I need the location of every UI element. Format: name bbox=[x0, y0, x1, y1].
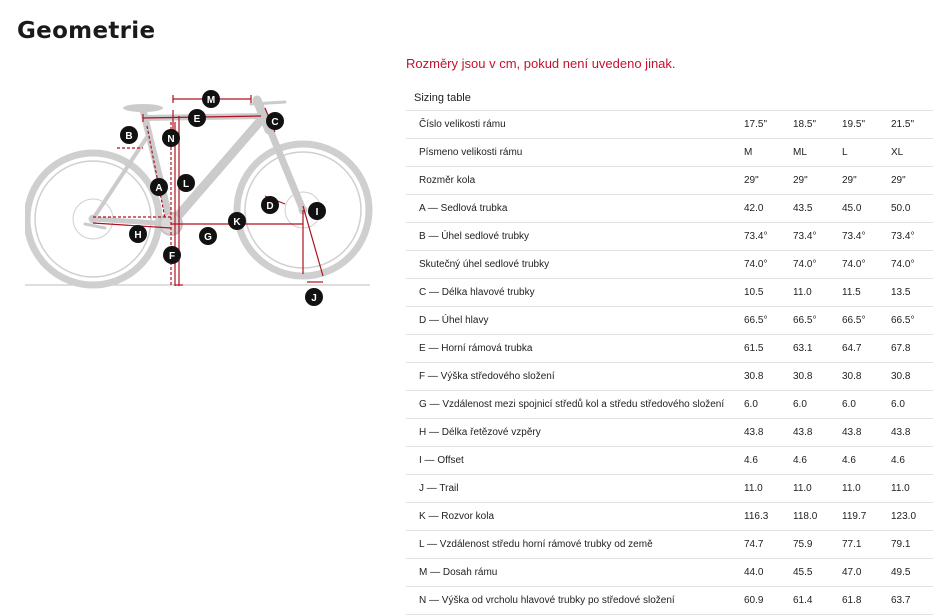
diagram-label-m bbox=[202, 90, 220, 108]
size-value-cell: 66.5° bbox=[744, 307, 793, 335]
size-value-cell: 29" bbox=[744, 167, 793, 195]
size-value-cell: 13.5 bbox=[891, 279, 933, 307]
diagram-label-k bbox=[228, 212, 246, 230]
label-text-n: N bbox=[167, 134, 175, 145]
size-value-cell: 74.0° bbox=[891, 251, 933, 279]
table-row bbox=[406, 195, 933, 223]
label-text-b: B bbox=[125, 131, 133, 142]
sizing-table-caption: Sizing table bbox=[406, 86, 933, 111]
row-label: A — Sedlová trubka bbox=[406, 195, 744, 223]
size-value-cell: 29" bbox=[891, 167, 933, 195]
table-row bbox=[406, 223, 933, 251]
label-text-k: K bbox=[233, 217, 241, 228]
sizing-table bbox=[406, 86, 933, 615]
size-value-cell: 4.6 bbox=[744, 447, 793, 475]
size-value-cell: 73.4° bbox=[842, 223, 891, 251]
size-value-cell: 43.5 bbox=[793, 195, 842, 223]
label-text-m: M bbox=[206, 95, 216, 106]
size-value-cell: 73.4° bbox=[744, 223, 793, 251]
dimension-lines bbox=[93, 95, 323, 286]
size-value-cell: 11.0 bbox=[793, 279, 842, 307]
size-value-cell: 6.0 bbox=[744, 391, 793, 419]
size-value-cell: 43.8 bbox=[842, 419, 891, 447]
row-label: N — Výška od vrcholu hlavové trubky po středové složení bbox=[406, 587, 744, 615]
table-row bbox=[406, 335, 933, 363]
size-value-cell: 66.5° bbox=[793, 307, 842, 335]
size-value-cell: M bbox=[744, 139, 793, 167]
size-value-cell: L bbox=[842, 139, 891, 167]
size-value-cell: 61.8 bbox=[842, 587, 891, 615]
size-value-cell: 6.0 bbox=[891, 391, 933, 419]
table-row bbox=[406, 111, 933, 139]
diagram-label-f bbox=[163, 246, 181, 264]
label-text-h: H bbox=[134, 230, 142, 241]
size-value-cell: 61.4 bbox=[793, 587, 842, 615]
size-value-cell: 10.5 bbox=[744, 279, 793, 307]
diagram-label-d bbox=[261, 196, 279, 214]
label-text-i: I bbox=[315, 207, 319, 218]
size-value-cell: 77.1 bbox=[842, 531, 891, 559]
label-text-d: D bbox=[266, 201, 274, 212]
row-label: Číslo velikosti rámu bbox=[406, 111, 744, 139]
size-value-cell: 66.5° bbox=[842, 307, 891, 335]
size-value-cell: 119.7 bbox=[842, 503, 891, 531]
size-value-cell: 30.8 bbox=[891, 363, 933, 391]
size-value-cell: 11.0 bbox=[793, 475, 842, 503]
label-text-c: C bbox=[271, 117, 279, 128]
label-text-e: E bbox=[193, 114, 201, 125]
size-value-cell: 67.8 bbox=[891, 335, 933, 363]
row-label: C — Délka hlavové trubky bbox=[406, 279, 744, 307]
row-label: Skutečný úhel sedlové trubky bbox=[406, 251, 744, 279]
size-value-cell: 29" bbox=[842, 167, 891, 195]
diagram-label-j bbox=[305, 288, 323, 306]
size-value-cell: 75.9 bbox=[793, 531, 842, 559]
table-row bbox=[406, 167, 933, 195]
size-value-cell: 43.8 bbox=[891, 419, 933, 447]
size-value-cell: 30.8 bbox=[744, 363, 793, 391]
row-label: H — Délka řetězové vzpěry bbox=[406, 419, 744, 447]
page-title: Geometrie bbox=[17, 18, 156, 44]
row-label: L — Vzdálenost středu horní rámové trubky od země bbox=[406, 531, 744, 559]
size-value-cell: 123.0 bbox=[891, 503, 933, 531]
size-value-cell: 30.8 bbox=[793, 363, 842, 391]
label-text-j: J bbox=[311, 293, 317, 304]
size-value-cell: 11.0 bbox=[891, 475, 933, 503]
size-value-cell: 11.0 bbox=[744, 475, 793, 503]
row-label: J — Trail bbox=[406, 475, 744, 503]
size-value-cell: 19.5" bbox=[842, 111, 891, 139]
size-value-cell: 49.5 bbox=[891, 559, 933, 587]
units-note: Rozměry jsou v cm, pokud není uvedeno jinak. bbox=[406, 56, 676, 71]
row-label: M — Dosah rámu bbox=[406, 559, 744, 587]
size-value-cell: 74.0° bbox=[744, 251, 793, 279]
diagram-label-b bbox=[120, 126, 138, 144]
size-value-cell: 6.0 bbox=[793, 391, 842, 419]
sizing-table-body bbox=[406, 111, 933, 615]
label-text-f: F bbox=[168, 251, 176, 262]
size-value-cell: 4.6 bbox=[793, 447, 842, 475]
size-value-cell: 118.0 bbox=[793, 503, 842, 531]
table-row bbox=[406, 559, 933, 587]
size-value-cell: 63.7 bbox=[891, 587, 933, 615]
label-text-g: G bbox=[204, 232, 212, 243]
size-value-cell: 44.0 bbox=[744, 559, 793, 587]
diagram-label-i bbox=[308, 202, 326, 220]
bike-geometry-diagram bbox=[25, 86, 375, 316]
size-value-cell: 74.7 bbox=[744, 531, 793, 559]
size-value-cell: 21.5" bbox=[891, 111, 933, 139]
size-value-cell: 42.0 bbox=[744, 195, 793, 223]
size-value-cell: 43.8 bbox=[793, 419, 842, 447]
diagram-label-l bbox=[177, 174, 195, 192]
size-value-cell: 50.0 bbox=[891, 195, 933, 223]
size-value-cell: 79.1 bbox=[891, 531, 933, 559]
row-label: Rozměr kola bbox=[406, 167, 744, 195]
size-value-cell: 11.0 bbox=[842, 475, 891, 503]
table-row bbox=[406, 307, 933, 335]
diagram-label-g bbox=[199, 227, 217, 245]
size-value-cell: 47.0 bbox=[842, 559, 891, 587]
row-label: F — Výška středového složení bbox=[406, 363, 744, 391]
table-row bbox=[406, 279, 933, 307]
size-value-cell: XL bbox=[891, 139, 933, 167]
size-value-cell: 45.5 bbox=[793, 559, 842, 587]
size-value-cell: 11.5 bbox=[842, 279, 891, 307]
table-row bbox=[406, 587, 933, 615]
size-value-cell: 74.0° bbox=[793, 251, 842, 279]
diagram-label-h bbox=[129, 225, 147, 243]
size-value-cell: 73.4° bbox=[793, 223, 842, 251]
size-value-cell: 61.5 bbox=[744, 335, 793, 363]
table-row bbox=[406, 251, 933, 279]
size-value-cell: 4.6 bbox=[891, 447, 933, 475]
table-row bbox=[406, 363, 933, 391]
diagram-label-n bbox=[162, 129, 180, 147]
diagram-label-c bbox=[266, 112, 284, 130]
table-row bbox=[406, 531, 933, 559]
size-value-cell: 4.6 bbox=[842, 447, 891, 475]
table-row bbox=[406, 475, 933, 503]
size-value-cell: 63.1 bbox=[793, 335, 842, 363]
row-label: B — Úhel sedlové trubky bbox=[406, 223, 744, 251]
size-value-cell: 60.9 bbox=[744, 587, 793, 615]
table-row bbox=[406, 503, 933, 531]
size-value-cell: 18.5" bbox=[793, 111, 842, 139]
size-value-cell: 45.0 bbox=[842, 195, 891, 223]
size-value-cell: 74.0° bbox=[842, 251, 891, 279]
row-label: G — Vzdálenost mezi spojnicí středů kol a středu středového složení bbox=[406, 391, 744, 419]
size-value-cell: 43.8 bbox=[744, 419, 793, 447]
size-value-cell: 116.3 bbox=[744, 503, 793, 531]
size-value-cell: 17.5" bbox=[744, 111, 793, 139]
row-label: K — Rozvor kola bbox=[406, 503, 744, 531]
table-row bbox=[406, 391, 933, 419]
row-label: D — Úhel hlavy bbox=[406, 307, 744, 335]
diagram-label-a bbox=[150, 178, 168, 196]
label-text-l: L bbox=[182, 179, 190, 190]
size-value-cell: 66.5° bbox=[891, 307, 933, 335]
size-value-cell: ML bbox=[793, 139, 842, 167]
size-value-cell: 64.7 bbox=[842, 335, 891, 363]
row-label: Písmeno velikosti rámu bbox=[406, 139, 744, 167]
size-value-cell: 73.4° bbox=[891, 223, 933, 251]
table-row bbox=[406, 139, 933, 167]
diagram-label-e bbox=[188, 109, 206, 127]
size-value-cell: 29" bbox=[793, 167, 842, 195]
table-row bbox=[406, 419, 933, 447]
row-label: I — Offset bbox=[406, 447, 744, 475]
table-row bbox=[406, 447, 933, 475]
row-label: E — Horní rámová trubka bbox=[406, 335, 744, 363]
size-value-cell: 6.0 bbox=[842, 391, 891, 419]
label-text-a: A bbox=[155, 183, 163, 194]
size-value-cell: 30.8 bbox=[842, 363, 891, 391]
